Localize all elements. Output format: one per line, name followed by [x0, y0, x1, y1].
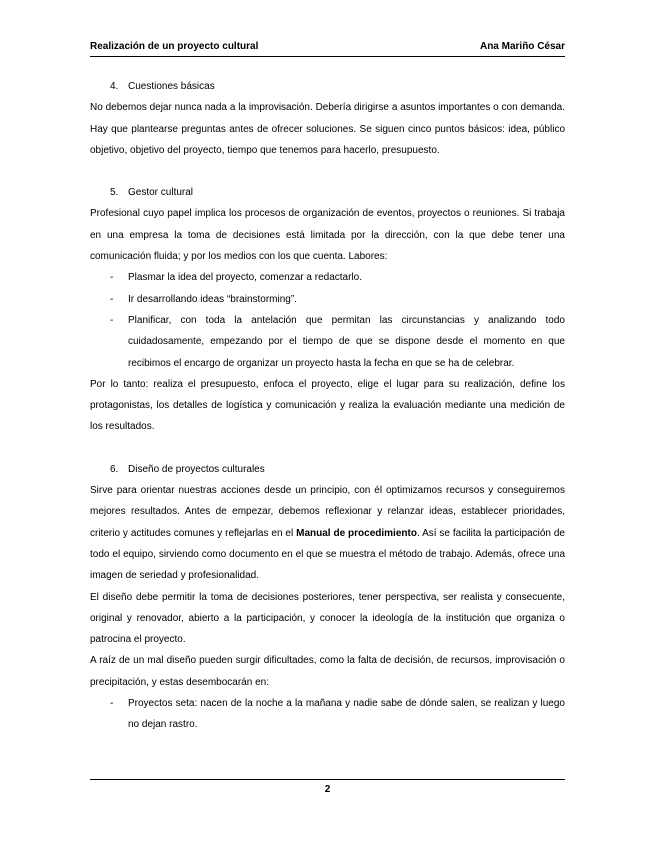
paragraph: Por lo tanto: realiza el presupuesto, enfoca el proyecto, elige el lugar para su realización, define los protagonistas, los detalles de logística y comunicación y realiza la evaluación mediante una medición de los resultados. — [90, 378, 565, 433]
list-item — [90, 693, 565, 736]
section-heading-cuestiones — [90, 76, 565, 97]
section-number: 5. — [110, 187, 119, 199]
list-item-text: Planificar, con toda la antelación que permitan las circunstancias y analizando todo cuidadosamente, empezando por el tiempo de que se dispone desde el momento en que recibimos el encargo de organizar un proyecto hasta la fecha en que se ha de celebrar. — [128, 314, 565, 369]
dash-bullet: - — [110, 314, 114, 326]
spacer — [90, 161, 565, 182]
bold-term: Manual de procedimiento — [296, 527, 417, 539]
section-number: 6. — [110, 463, 119, 475]
list-item — [90, 267, 565, 288]
paragraph — [90, 480, 565, 586]
consequences-list — [90, 693, 565, 736]
author-name: Ana Mariño César — [479, 41, 565, 52]
tasks-list — [90, 267, 565, 373]
list-item — [90, 310, 565, 374]
page-content — [90, 76, 565, 736]
list-item-text: Plasmar la idea del proyecto, comenzar a redactarlo. — [128, 272, 363, 284]
paragraph-text: . Así se facilita la participación de todo el equipo, sirviendo como documento en el que se muestra el método de trabajo. Además, ofrece una imagen de seriedad y profesionalidad. — [90, 527, 565, 582]
dash-bullet: - — [110, 272, 114, 284]
paragraph-text: Sirve para orientar nuestras acciones desde un principio, con él optimizamos recursos y conseguiremos mejores resultados. Antes de empezar, debemos reflexionar y relanzar ideas, establecer prioridades, criterio y actitudes comunes y reflejarlas en el — [90, 485, 565, 539]
section-heading-diseno — [90, 459, 565, 480]
list-item-text: Proyectos seta: nacen de la noche a la mañana y nadie sabe de dónde salen, se realizan y luego no dejan rastro. — [128, 698, 565, 731]
list-item — [90, 289, 565, 310]
dash-bullet: - — [110, 293, 114, 305]
paragraph: A raíz de un mal diseño pueden surgir dificultades, como la falta de decisión, de recursos, improvisación o precipitación, y estas desembocarán en: — [90, 655, 565, 688]
page-number: 2 — [324, 784, 331, 795]
paragraph: Profesional cuyo papel implica los procesos de organización de eventos, proyectos o reuniones. Si trabaja en una empresa la toma de decisiones está limitada por la dirección, con la que debe tener una comunicación fluida; y por los medios con los que cuenta. Labores: — [90, 208, 565, 263]
dash-bullet: - — [110, 698, 114, 710]
section-title: Gestor cultural — [128, 187, 194, 199]
section-heading-gestor — [90, 182, 565, 203]
list-item-text: Ir desarrollando ideas “brainstorming”. — [128, 293, 297, 305]
spacer — [90, 438, 565, 459]
footer-divider — [90, 779, 565, 780]
paragraph: No debemos dejar nunca nada a la improvisación. Debería dirigirse a asuntos importantes o con demanda. Hay que plantearse preguntas antes de ofrecer soluciones. Se siguen cinco puntos básicos: idea, público objetivo, objetivo del proyecto, tiempo que tenemos para hacerlo, presupuesto. — [90, 102, 565, 156]
document-title: Realización de un proyecto cultural — [90, 41, 259, 52]
page-header — [90, 41, 565, 57]
section-title: Cuestiones básicas — [128, 81, 215, 92]
section-number: 4. — [110, 81, 119, 92]
section-title: Diseño de proyectos culturales — [128, 463, 265, 475]
header-divider — [90, 56, 565, 57]
paragraph: El diseño debe permitir la toma de decisiones posteriores, tener perspectiva, ser realista y consecuente, original y renovador, abierto a la participación, y conocer la ideología de la institución que organiza o patrocina el proyecto. — [90, 591, 565, 646]
